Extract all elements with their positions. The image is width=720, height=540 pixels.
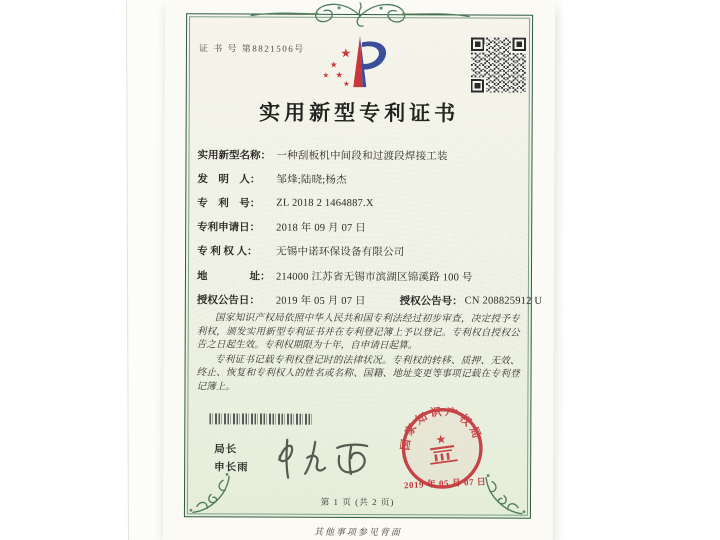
- field-value: ZL 2018 2 1464887.X: [276, 197, 374, 210]
- director-signature-icon: [271, 433, 381, 485]
- director-block: [214, 441, 249, 477]
- svg-text:★: ★: [339, 46, 351, 61]
- field-label: 授权公告号：: [399, 295, 463, 308]
- seal-date: 2019 年 05 月 07 日: [403, 476, 487, 491]
- barcode-icon: [209, 413, 313, 424]
- director-name: 申长雨: [214, 462, 249, 474]
- field-value: 一种刮板机中间段和过渡段焊接工装: [276, 150, 448, 162]
- field-label: 专 利 权 人：: [197, 246, 258, 258]
- director-label: 局长: [214, 444, 238, 456]
- page-info: 第 1 页 (共 2 页): [320, 496, 395, 508]
- field-label: 授权公告日：: [196, 295, 260, 307]
- seal-ring-text: 国家知识产权局: [399, 405, 484, 452]
- field-patent-number: [197, 191, 522, 217]
- field-address: [197, 263, 522, 289]
- certificate-border-frame: [184, 13, 543, 519]
- back-note: 其他事项参见背面: [313, 526, 402, 538]
- legal-paragraph: 国家知识产权局依照中华人民共和国专利法经过初步审查，决定授予专利权，颁发实用新型专利证书并在专利登记簿上予以登记。专利权自授权公告之日起生效。专利权期限为十年，自申请日起算。: [196, 312, 520, 352]
- svg-text:★: ★: [335, 69, 343, 80]
- certificate-fields: [196, 142, 543, 313]
- field-label: 地 址：: [196, 270, 271, 283]
- field-value: 无锡中诺环保设备有限公司: [276, 246, 405, 259]
- svg-text:★: ★: [321, 70, 329, 80]
- field-label: 专 利 号：: [197, 198, 261, 210]
- field-value: CN 208825912 U: [464, 295, 543, 307]
- legal-paragraph: 专利证书记载专利权登记时的法律状况。专利权的转移、质押、无效、终止、恢复和专利权人的姓名或名称、国籍、地址变更等事项记载在专利登记簿上。: [196, 354, 520, 393]
- field-utility-model-name: [197, 142, 522, 168]
- field-value: 214000 江苏省无锡市滨湖区锦溪路 100 号: [275, 271, 473, 284]
- field-value: 2018 年 09 月 07 日: [276, 222, 367, 235]
- field-application-date: [197, 215, 522, 241]
- field-patentee: [197, 239, 522, 265]
- certificate-page: [163, 0, 555, 540]
- field-label: 实用新型名称：: [197, 149, 272, 162]
- certificate-title: 实用新型专利证书: [259, 100, 460, 126]
- legal-text: [196, 311, 519, 396]
- field-value: 2019 年 05 月 07 日: [275, 295, 366, 307]
- field-grant-date-and-number: [196, 287, 543, 313]
- svg-text:★: ★: [434, 431, 448, 447]
- top-flourish-ornament-icon: [245, 0, 475, 31]
- qr-code-icon: [471, 37, 526, 92]
- svg-text:★: ★: [342, 79, 350, 89]
- field-inventors: [197, 166, 522, 192]
- certificate-number: 证 书 号 第8821506号: [198, 43, 305, 54]
- cnipa-patent-logo-icon: [317, 31, 401, 91]
- field-value: 邹烽;陆晓;杨杰: [276, 174, 347, 186]
- svg-text:★: ★: [329, 59, 338, 70]
- field-label: 专利申请日：: [197, 222, 261, 234]
- field-label: 发 明 人：: [197, 174, 261, 186]
